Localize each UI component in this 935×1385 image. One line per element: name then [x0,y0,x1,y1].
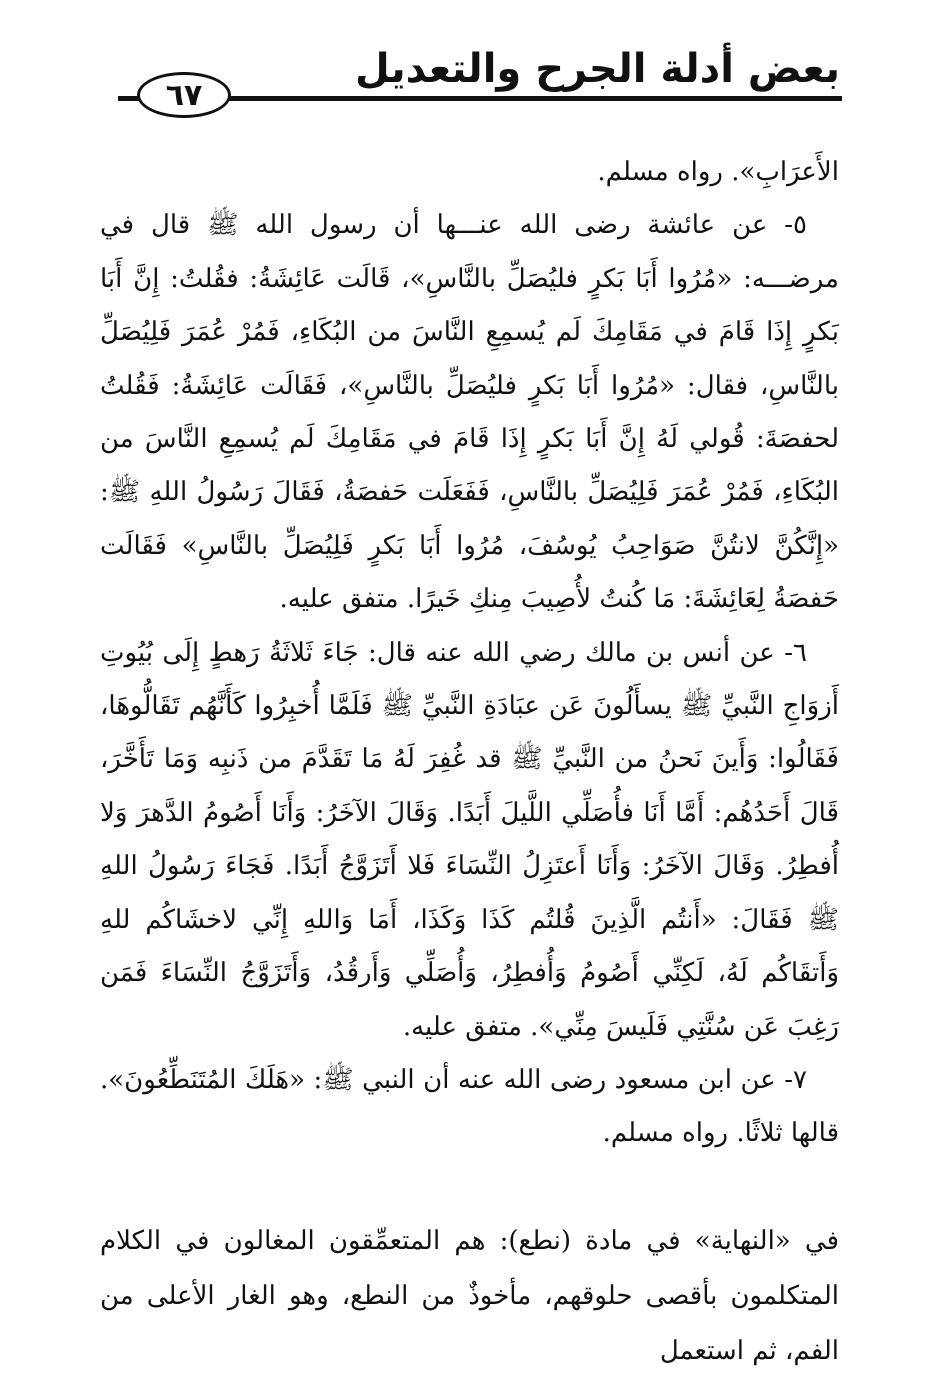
footnote [100,1214,839,1379]
main-text [100,146,839,1161]
paragraph-continuation: الأَعرَابِ». رواه مسلم. [597,157,839,187]
page-number: ٦٧ [137,72,231,118]
hadith-paragraph-6: ٦- عن أنس بن مالك رضي الله عنه قال: جَاءَ ثَلاثَةُ رَهطٍ إِلَى بُيُوتِ أَزوَاجِ النَّبيِّ ﷺ يسأَلُونَ عَن عبَادَةِ النَّبيِّ ﷺ فَلَمَّا أُخبِرُوا كَأَنَّهُم تَقَالُّوهَا، فَقَالُوا: وَأَينَ نَحنُ من النَّبيِّ ﷺ قد غُفِرَ لَهُ مَا تَقَدَّمَ من ذَنبِه وَمَا تَأَخَّرَ، قَالَ أَحَدُهُم: أَمَّا أَنَا فأُصَلِّي اللَّيلَ أَبَدًا. وَقَالَ الآخَرُ: وَأَنَا أَصُومُ الدَّهرَ وَلا أُفطِرُ. وَقَالَ الآخَرُ: وَأَنَا أَعتَزِلُ النِّسَاءَ فَلا أَتَزَوَّجُ أَبَدًا. فَجَاءَ رَسُولُ اللهِ ﷺ فَقَالَ: «أَنتُم الَّذِينَ قُلتُم كَذَا وَكَذَا، أَمَا وَاللهِ إِنِّي لاخشَاكُم للهِ وَأَتقَاكُم لَهُ، لَكِنِّي أَصُومُ وَأُفطِرُ، وَأُصَلِّي وَأَرقُدُ، وَأَتَزَوَّجُ النِّسَاءَ فَمَن رَغِبَ عَن سُنَّتِي فَلَيسَ مِنِّي». متفق عليه. [100,637,839,1042]
footnote-text: في «النهاية» في مادة (نطع): هم المتعمِّقون المغالون في الكلام المتكلمون بأقصى حلوقهم، مأخوذٌ من النطع، وهو الغار الأعلى من الفم، ثم استعمل [100,1226,839,1366]
hadith-paragraph-7: ٧- عن ابن مسعود رضى الله عنه أن النبي ﷺ: «هَلَكَ المُتَنَطِّعُونَ». قالها ثلاثًا. رواه مسلم. [100,1064,839,1149]
hadith-paragraph-5: ٥- عن عائشة رضى الله عنـــها أن رسول الله ﷺ قال في مرضـــه: «مُرُوا أَبَا بَكرٍ فليُصَلِّ بالنَّاسِ»، قَالَت عَائِشَةُ: فقُلتُ: إِنَّ أَبَا بَكرٍ إِذَا قَامَ في مَقَامِكَ لَم يُسمِعِ النَّاسَ من البُكَاءِ، فَمُرْ عُمَرَ فَلِيُصَلِّ بالنَّاسِ، فقال: «مُرُوا أَبَا بَكرٍ فليُصَلِّ بالنَّاسِ»، فَقَالَت عَائِشَةُ: فَقُلتُ لحفصَةَ: قُولي لَهُ إِنَّ أَبَا بَكرٍ إِذَا قَامَ في مَقَامِكَ لَم يُسمِعِ النَّاسَ من البُكَاءِ، فَمُرْ عُمَرَ فَلِيُصَلِّ بالنَّاسِ، فَفَعَلَت حَفصَةُ، فَقَالَ رَسُولُ اللهِ ﷺ: «إِنَّكُنَّ لانتُنَّ صَوَاحِبُ يُوسُفَ، مُرُوا أَبَا بَكرٍ فَلِيُصَلِّ بالنَّاسِ» فَقَالَت حَفصَةُ لِعَائِشَةَ: مَا كُنتُ لأُصِيبَ مِنكِ خَيرًا. متفق عليه. [100,210,839,615]
running-header-title: بعض أدلة الجرح والتعديل [354,46,840,92]
